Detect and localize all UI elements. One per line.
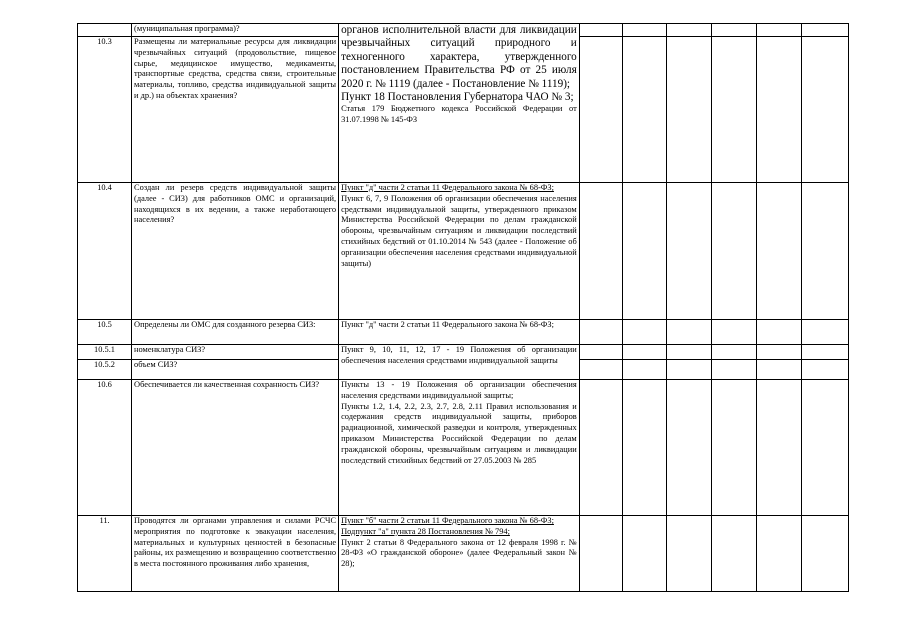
blank-cell xyxy=(667,345,712,360)
reference-paragraph: органов исполнительной власти для ликвидации чрезвычайных ситуаций природного и техногенного характера, утвержденного постановлением Правительства РФ от 25 июля 2020 г. № 1119 (далее - Постановление № 1119); xyxy=(341,24,577,90)
row-number: 10.5 xyxy=(78,320,132,345)
question-text: Создан ли резерв средств индивидуальной защиты (далее - СИЗ) для работников ОМС и организаций, находящихся в их ведении, а также неработающего населения? xyxy=(132,183,339,320)
blank-cell xyxy=(667,380,712,516)
reference-paragraph: Пункт "д" части 2 статьи 11 Федерального закона № 68-ФЗ; xyxy=(341,320,554,329)
blank-cell xyxy=(667,516,712,592)
question-text: Обеспечивается ли качественная сохранность СИЗ? xyxy=(132,380,339,516)
blank-cell xyxy=(757,320,802,345)
blank-cell xyxy=(757,37,802,183)
blank-cell xyxy=(712,24,757,37)
blank-cell xyxy=(579,345,622,360)
question-text: (муниципальная программа)? xyxy=(132,24,339,37)
reference-text xyxy=(339,183,580,320)
blank-cell xyxy=(667,24,712,37)
question-text: Определены ли ОМС для созданного резерва СИЗ: xyxy=(132,320,339,345)
reference-text xyxy=(339,380,580,516)
blank-cell xyxy=(622,345,667,360)
blank-cell xyxy=(579,380,622,516)
blank-cell xyxy=(622,320,667,345)
blank-cell xyxy=(757,360,802,380)
table-row xyxy=(78,516,849,592)
reference-paragraph: Пункт 18 Постановления Губернатора ЧАО № 3; xyxy=(341,91,574,104)
blank-cell xyxy=(802,516,849,592)
blank-cell xyxy=(757,24,802,37)
blank-cell xyxy=(802,24,849,37)
blank-cell xyxy=(757,380,802,516)
blank-cell xyxy=(579,183,622,320)
blank-cell xyxy=(667,37,712,183)
blank-cell xyxy=(667,320,712,345)
blank-cell xyxy=(712,183,757,320)
reference-text xyxy=(339,345,580,380)
row-number xyxy=(78,24,132,37)
table-row xyxy=(78,183,849,320)
row-number: 11. xyxy=(78,516,132,592)
table-row xyxy=(78,345,849,360)
question-text: Проводятся ли органами управления и силами РСЧС мероприятия по подготовке к эвакуации населения, материальных и культурных ценностей в безопасные районы, их размещению и возвращению соответственно в места постоянного проживания либо хранения, xyxy=(132,516,339,592)
blank-cell xyxy=(712,320,757,345)
reference-paragraph: Пункт "д" части 2 статьи 11 Федерального закона № 68-ФЗ; xyxy=(341,183,554,192)
blank-cell xyxy=(622,380,667,516)
question-text: Размещены ли материальные ресурсы для ликвидации чрезвычайных ситуаций (продовольствие, пищевое сырье, медицинское имущество, медикаменты, транспортные средства, средства связи, строительные материалы, топливо, средства индивидуальной защиты и др.) на объектах хранения? xyxy=(132,37,339,183)
blank-cell xyxy=(622,24,667,37)
reference-paragraph: Пункт 6, 7, 9 Положения об организации обеспечения населения средствами индивидуальной защиты, утвержденного приказом Министерства Российской Федерации по делам гражданской обороны, чрезвычайным ситуациям и ликвидации последствий стихийных бедствий от 01.10.2014 № 543 (далее - Положение об организации обеспечения населения средствами индивидуальной защиты) xyxy=(341,193,577,268)
blank-cell xyxy=(622,183,667,320)
blank-cell xyxy=(802,380,849,516)
blank-cell xyxy=(579,516,622,592)
blank-cell xyxy=(802,37,849,183)
blank-cell xyxy=(757,345,802,360)
row-number: 10.4 xyxy=(78,183,132,320)
checklist-table xyxy=(77,23,849,592)
blank-cell xyxy=(712,360,757,380)
question-text: объем СИЗ? xyxy=(132,360,339,380)
reference-paragraph: Пункт 9, 10, 11, 12, 17 - 19 Положения об организации обеспечения населения средствами индивидуальной защиты xyxy=(341,345,577,365)
blank-cell xyxy=(622,360,667,380)
blank-cell xyxy=(622,37,667,183)
blank-cell xyxy=(667,183,712,320)
reference-paragraph: Пункт 2 статьи 8 Федерального закона от 12 февраля 1998 г. № 28-ФЗ «О гражданской обороне» (далее Федеральный закон № 28); xyxy=(341,537,577,569)
table-row xyxy=(78,24,849,37)
blank-cell xyxy=(579,320,622,345)
reference-paragraph: Пункты 1.2, 1.4, 2.2, 2.3, 2.7, 2.8, 2.11 Правил использования и содержания средств индивидуальной защиты, приборов радиационной, химической разведки и контроля, утвержденных приказом Министерства Российской Федерации по делам гражданской обороны, чрезвычайным ситуациям и ликвидации последствий стихийных бедствий от 27.05.2003 № 285 xyxy=(341,401,577,465)
blank-cell xyxy=(712,516,757,592)
blank-cell xyxy=(579,24,622,37)
blank-cell xyxy=(757,516,802,592)
blank-cell xyxy=(579,360,622,380)
blank-cell xyxy=(802,360,849,380)
blank-cell xyxy=(802,345,849,360)
blank-cell xyxy=(622,516,667,592)
reference-paragraph: Подпункт "а" пункта 28 Постановления № 794; xyxy=(341,526,510,536)
blank-cell xyxy=(712,37,757,183)
blank-cell xyxy=(712,345,757,360)
reference-paragraph: Пункт "б" части 2 статьи 11 Федерального закона № 68-ФЗ; xyxy=(341,516,554,525)
blank-cell xyxy=(802,183,849,320)
reference-paragraph: Пункты 13 - 19 Положения об организации обеспечения населения средствами индивидуальной защиты; xyxy=(341,380,577,400)
row-number: 10.5.1 xyxy=(78,345,132,360)
row-number: 10.3 xyxy=(78,37,132,183)
blank-cell xyxy=(712,380,757,516)
row-number: 10.6 xyxy=(78,380,132,516)
blank-cell xyxy=(757,183,802,320)
blank-cell xyxy=(667,360,712,380)
table-row xyxy=(78,380,849,516)
blank-cell xyxy=(802,320,849,345)
reference-text xyxy=(339,320,580,345)
reference-paragraph: Статья 179 Бюджетного кодекса Российской Федерации от 31.07.1998 № 145-ФЗ xyxy=(341,104,577,125)
question-text: номенклатура СИЗ? xyxy=(132,345,339,360)
reference-text xyxy=(339,516,580,592)
row-number: 10.5.2 xyxy=(78,360,132,380)
table-row xyxy=(78,320,849,345)
reference-text xyxy=(339,24,580,183)
blank-cell xyxy=(579,37,622,183)
